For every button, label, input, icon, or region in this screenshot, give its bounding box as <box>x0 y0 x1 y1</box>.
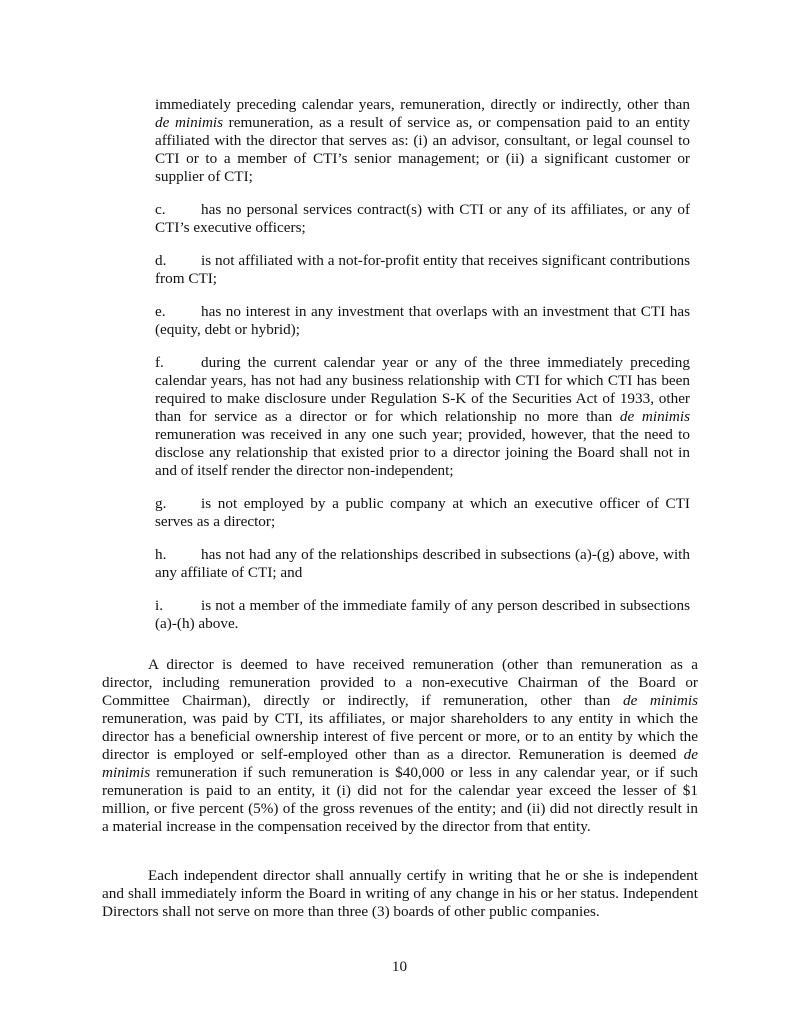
subsection-e: e. has no interest in any investment that overlaps with an investment that CTI has (equity, debt or hybrid); <box>155 303 690 338</box>
item-letter: c. <box>155 201 166 218</box>
item-letter: g. <box>155 495 167 512</box>
certification-paragraph: Each independent director shall annually certify in writing that he or she is independent and shall immediately inform the Board in writing of any change in his or her status. Independent Directors shall not serve on more than three (3) boards of other public companies. <box>102 867 698 920</box>
continuation-paragraph: immediately preceding calendar years, remuneration, directly or indirectly, other than de minimis remuneration, as a result of service as, or compensation paid to an entity affiliated with the director that serves as: (i) an advisor, consultant, or legal counsel to CTI or to a member of CTI’s senior management; or (ii) a significant customer or supplier of CTI; <box>155 96 691 185</box>
item-letter: d. <box>155 252 167 269</box>
subsection-i: i. is not a member of the immediate family of any person described in subsections (a)-(h) above. <box>155 597 690 632</box>
page-number: 10 <box>391 958 408 975</box>
item-letter: e. <box>155 303 166 320</box>
subsection-d: d. is not affiliated with a not-for-profit entity that receives significant contributions from CTI; <box>155 252 690 287</box>
item-letter: f. <box>155 354 164 371</box>
subsection-f: f. during the current calendar year or any of the three immediately preceding calendar years, has not had any business relationship with CTI for which CTI has been required to make disclosure under Regulation S-K of the Securities Act of 1933, other than for service as a director or for which relationship no more than de minimis remuneration was received in any one such year; provided, however, that the need to disclose any relationship that existed prior to a director joining the Board shall not in and of itself render the director non-independent; <box>155 354 690 479</box>
subsection-c: c. has no personal services contract(s) with CTI or any of its affiliates, or any of CTI’s executive officers; <box>155 201 690 236</box>
subsection-h: h. has not had any of the relationships described in subsections (a)-(g) above, with any affiliate of CTI; and <box>155 546 690 581</box>
subsection-list <box>155 96 690 648</box>
item-letter: i. <box>155 597 164 614</box>
remuneration-paragraph: A director is deemed to have received remuneration (other than remuneration as a director, including remuneration provided to a non-executive Chairman of the Board or Committee Chairman), directly or indirectly, if remuneration, other than de minimis remuneration, was paid by CTI, its affiliates, or major shareholders to any entity in which the director has a beneficial ownership interest of five percent or more, or to an entity by which the director is employed or self-employed other than as a director. Remuneration is deemed de minimis remuneration if such remuneration is $40,000 or less in any calendar year, or if such remuneration is paid to an entity, it (i) did not for the calendar year exceed the lesser of $1 million, or five percent (5%) of the gross revenues of the entity; and (ii) did not directly result in a material increase in the compensation received by the director from that entity. <box>102 656 698 835</box>
item-letter: h. <box>155 546 167 563</box>
subsection-g: g. is not employed by a public company at which an executive officer of CTI serves as a director; <box>155 495 690 530</box>
